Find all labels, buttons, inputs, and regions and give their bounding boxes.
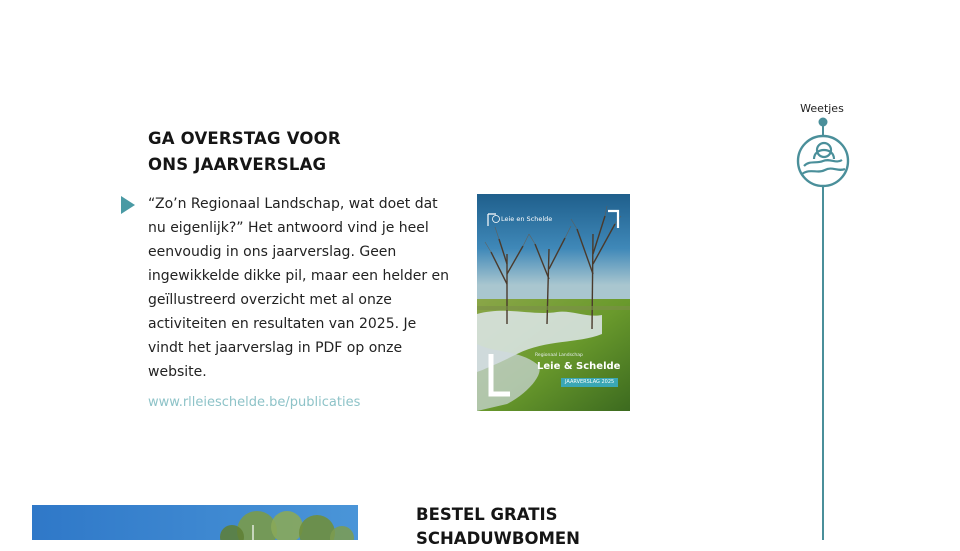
next-article-title xyxy=(416,503,580,551)
article-body: “Zo’n Regionaal Landschap, wat doet dat nu eigenlijk?” Het antwoord vind je heel eenvoudig in ons jaarverslag. Geen ingewikkelde dikke pil, maar een helder en geïllustreerd overzicht met al onze activiteiten en resultaten van 2025. Je vindt het jaarverslag in PDF op onze website. xyxy=(148,196,450,380)
publications-link[interactable]: www.rlleieschelde.be/publicaties xyxy=(148,395,361,410)
cover-subtitle: Regionaal Landschap xyxy=(535,353,583,358)
cover-logo-text: Leie en Schelde xyxy=(501,215,553,223)
cover-title: Leie & Schelde xyxy=(537,361,621,372)
timeline xyxy=(790,114,856,540)
article-title-line-1: GA OVERSTAG VOOR xyxy=(148,129,341,148)
next-article-title-line-2: SCHADUWBOMEN xyxy=(416,529,580,548)
article-title-line-2: ONS JAARVERSLAG xyxy=(148,155,327,174)
cover-badge: JAARVERSLAG 2025 xyxy=(561,378,618,387)
timeline-label: Weetjes xyxy=(800,102,844,115)
shade-trees-photo xyxy=(32,505,358,540)
landscape-emblem-icon xyxy=(798,136,848,186)
next-article-title-line-1: BESTEL GRATIS xyxy=(416,505,558,524)
article-title xyxy=(148,126,341,178)
play-icon xyxy=(120,196,136,214)
annual-report-cover[interactable] xyxy=(477,194,630,411)
